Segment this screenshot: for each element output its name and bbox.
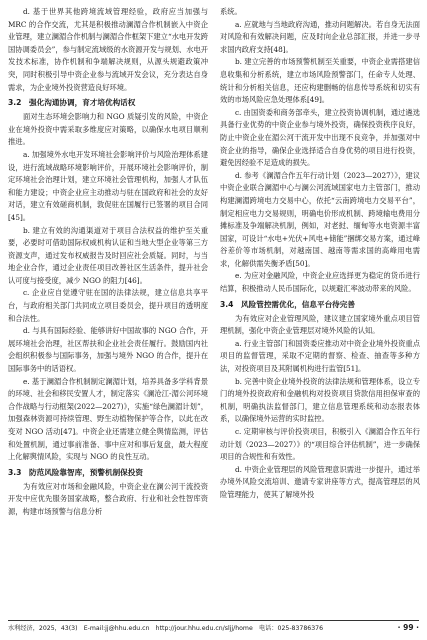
paragraph: a. 加强境外水电开发环境社会影响评价与风险治理体系建设，进行流域战略环境影响评价，开展环境社会影响评价，制定环境社会治理计划，建立环境社会管理机构，加强人才队伍和能力建设；中资企业应主动推动与驻在国政府和社会的友好对话，建立有效磋商机制，敦促驻在国履行已签署的项目合同[45]。 bbox=[8, 149, 208, 222]
footer-divider bbox=[8, 620, 419, 621]
paragraph: c. 定期审核与评价投资项目，积极引入《澜湄合作五年行动计划（2023—2027）》的“项目综合评估机制”，进一步确保项目的合规性和有效性。 bbox=[220, 427, 420, 462]
paragraph: a. 行业主管部门和国资委应推动对中资企业境外投资重点项目的监督管理，采取不定期的督察、检查、抽查等多种方法，对投资项目及其附属机构进行监管[51]。 bbox=[220, 338, 420, 374]
section-heading-3-2: 3.2 强化沟通协调，育才培优构话权 bbox=[8, 98, 136, 108]
paragraph: b. 建立完善的市场预警机制至关重要，中资企业需搭建信息收集和分析系统，建立市场风险预警部门，任命专人处理、统计和分析相关信息，还应构建删畅的信息传导系统和切实有效的市场风险应急处理体系[49]。 bbox=[220, 57, 420, 105]
page-number: · 99 · bbox=[397, 623, 419, 632]
paragraph: 为有效应对市场和金融风险，中资企业在澜公河干流投资开发中应优先服务国家战略，整合政府、行业和社会性智库资源，构建市场预警与信息分析 bbox=[8, 481, 208, 516]
paragraph: 面对生态环境会影响力和 NGO 质疑引发的风险，中资企业在境外投资中需采取多维度应对策略，以确保水电项目顺利推进。 bbox=[8, 112, 208, 147]
paragraph: d. 参考《澜湄合作五年行动计划（2023—2027）》，建议中资企业联合澜湄中心与澜公河流域国家电力主管部门，推动构建澜湄跨境电力交易中心，依托“云南跨境电力交易平台”，制定相应电力交易规则，明确电价形成机制、跨境输电费用分摊标准及争端解决机制，例如，对老挝、缅甸等水电资源丰富国家，可设计“水电+光伏+风电+储能”捆绑交易方案，通过峰谷差价等市场机制，对越南国、越南等需求国的高峰用电需求，化解供需失衡矛盾[50]。 bbox=[220, 170, 420, 268]
paragraph: d. 与具有国际经验、能够讲好中国故事的 NGO 合作，开展环境社会治理，社区帮扶和企业社会责任履行。鼓励国内社会组织积极参与国际事务，加强与境外 NGO 的合作，提升在国际事务中的话语权。 bbox=[8, 326, 208, 374]
paragraph: a. 应就地与当地政府沟通，推动问题解决。若自身无法面对风险和有效解决问题，应及时向企业总部汇报，并进一步寻求国内政府支持[48]。 bbox=[220, 19, 420, 54]
section-heading-3-4: 3.4 风险管控需优化，信息平台待完善 bbox=[220, 299, 355, 309]
paragraph: c. 企业应自觉遵守驻在国的法律法规，建立信息共享平台，与政府相关部门共同成立项目委员会，提升项目的透明度和合法性。 bbox=[8, 288, 208, 323]
paragraph: d. 基于世界其他跨境流域管理经验，政府应当加强与 MRC 的合作交流，尤其是积极推动澜湄合作机制嵌入中资企业管理，建立澜湄合作机制与澜湄合作框架下建立“水电开发跨国协调委员会”，参与制定流域级的水资源开发与规划、水电开发技术标准，协作机制和争端解决规则，从源头规避政策冲突，同时积极引导中资企业参与流域开发会议，充分表达自身需求，为企业境外投资营造良好环境。 bbox=[8, 7, 208, 92]
paragraph: c. 由国资委和商务部牵头，建立投资协调机制，通过遴选具备行业优势的中资企业参与境外投资，确保投资秩序良好，防止中资企业在湄公河干流开发中出现不良竞争，并加强对中资企业的指导，确保企业选择适合自身优势的项目进行投资，避免因经验不足造成的损失。 bbox=[220, 107, 420, 168]
paragraph: e. 基于澜湄合作机制制定澜湄计划，培养具备多学科背景的环境、社会和移民安置人才，制定落实《澜沧江-湄公河环境合作战略与行动框架(2022—2027)》，实施“绿色澜湄计划”，加强森林资源可持续管理、野生动植物保护等合作，以此在改变对 NGO 活动[47]。中资企业还需建立健全舆情监测，评估和处置机制，通过事前准备、事中应对和事后复盘，最大程度上化解舆情风险，实现与 NGO 的良性互动。 bbox=[8, 376, 208, 462]
paragraph: d. 中资企业管理层的风险管理意识需进一步提升，通过举办境外风险交流培训、邀请专家讲座等方式，提高管理层的风险管理能力，使其了解境外投 bbox=[220, 464, 420, 499]
paragraph: b. 建立有效的沟通渠道对于项目合法权益的维护至关重要，必要时可借助国际权威机构认证和当地大型企业等第三方资源支声，通过发布权威报告及时回应社会质疑。同时，与当地企业合作，通过企业责任项目改善社区生活条件，提升社会认可度与接受度，减少 NGO 的阻力[46]。 bbox=[8, 225, 208, 285]
left-column bbox=[8, 6, 208, 519]
paragraph: 系统。 bbox=[220, 7, 242, 16]
paragraph: b. 完善中资企业境外投资的法律法规和管理体系，设立专门的境外投资政府和金融机构对投资项目贷款信用担保审查的机制，明确执法监督部门，建立信息管理系统和动态报表体系，以确保境外运营的实时监控。 bbox=[220, 376, 420, 424]
page-footer bbox=[8, 623, 419, 632]
section-heading-3-3: 3.3 防范风险靠智库，预警机制保投资 bbox=[8, 467, 143, 477]
paragraph: 为有效应对企业管理风险，建议建立国家境外重点项目管理机制，强化中资企业管理层对境外风险的认知。 bbox=[220, 313, 420, 336]
journal-info: 水利经济，2025，43(3) E-mail:jj@hhu.edu.cn http://jour.hhu.edu.cn/sljj/home 电话：025-83786376 bbox=[8, 625, 324, 632]
paragraph: e. 为应对金融风险，中资企业应选择更为稳定的货币进行结算，积极推动人民币国际化，以规避汇率波动带来的风险。 bbox=[220, 271, 420, 294]
right-column bbox=[220, 6, 420, 502]
